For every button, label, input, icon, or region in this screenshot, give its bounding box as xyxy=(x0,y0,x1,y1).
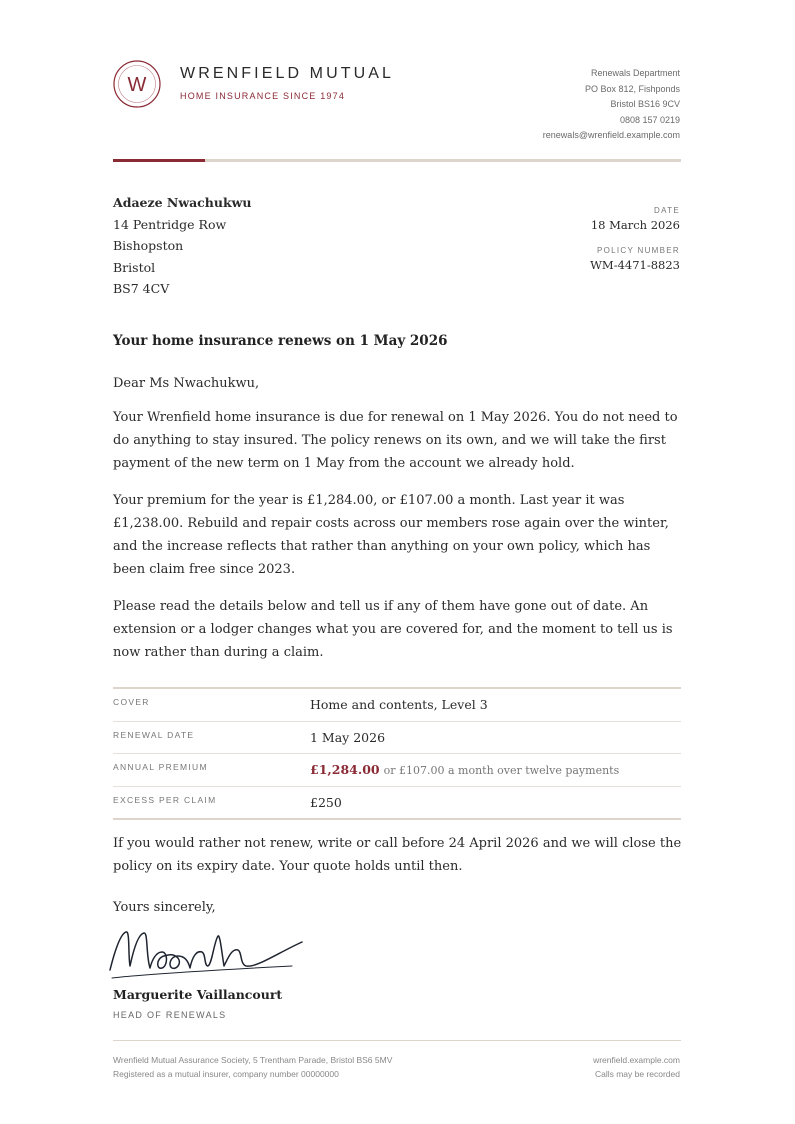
table-row xyxy=(113,721,681,754)
paragraph: Your premium for the year is £1,284.00, or £107.00 a month. Last year it was £1,238.00. Rebuild and repair costs across our members rose again over the winter, and the increase reflects that rather than anything on your own policy, which has been claim free since 2023. xyxy=(113,493,669,577)
detail-label: RENEWAL DATE xyxy=(113,729,195,740)
detail-value: Home and contents, Level 3 xyxy=(310,697,488,712)
detail-value xyxy=(310,762,619,777)
letter-subject: Your home insurance renews on 1 May 2026 xyxy=(113,333,448,349)
premium-monthly-note: or £107.00 a month over twelve payments xyxy=(383,764,620,777)
table-row xyxy=(113,786,681,819)
recipient-name: Adaeze Nwachukwu xyxy=(113,195,252,210)
detail-value: 1 May 2026 xyxy=(310,729,386,745)
table-row xyxy=(113,753,681,786)
recipient-line: 14 Pentridge Row xyxy=(113,216,227,232)
sender-line: Renewals Department xyxy=(590,68,680,78)
sender-line: PO Box 812, Fishponds xyxy=(584,83,680,94)
annual-premium-amount: £1,284.00 xyxy=(310,762,380,777)
date-value: 18 March 2026 xyxy=(590,218,680,232)
footer-line: Registered as a mutual insurer, company number 00000000 xyxy=(113,1069,339,1079)
recipient-line: Bristol xyxy=(113,259,156,275)
closing: Yours sincerely, xyxy=(113,900,216,915)
policy-details-table xyxy=(113,687,681,820)
sender-address xyxy=(543,66,680,144)
signatory-name: Marguerite Vaillancourt xyxy=(113,987,283,1002)
footer-rule xyxy=(113,1040,681,1041)
policy-number-value: WM-4471-8823 xyxy=(590,258,680,272)
sender-phone: 0808 157 0219 xyxy=(619,114,680,125)
table-row xyxy=(113,689,681,721)
footer-contact xyxy=(593,1053,680,1081)
signatory-role: HEAD OF RENEWALS xyxy=(113,1010,227,1020)
footer-website: wrenfield.example.com xyxy=(593,1055,680,1065)
detail-value: £250 xyxy=(310,794,342,810)
brand-tagline: HOME INSURANCE SINCE 1974 xyxy=(180,91,346,101)
logo-letter: W xyxy=(127,74,147,96)
letter-meta xyxy=(590,206,680,272)
salutation: Dear Ms Nwachukwu, xyxy=(113,376,260,391)
sender-line: Bristol BS16 9CV xyxy=(610,99,680,109)
brand-name: WRENFIELD MUTUAL xyxy=(180,65,395,82)
recipient-line: BS7 4CV xyxy=(113,281,170,297)
paragraph: Please read the details below and tell us if any of them have gone out of date. An extension or a lodger changes what you are covered for, and the moment to tell us is now rather than during a claim. xyxy=(113,599,673,660)
paragraph: If you would rather not renew, write or call before 24 April 2026 and we will close the policy on its expiry date. Your quote holds until then. xyxy=(113,836,682,874)
header-rule-accent xyxy=(113,159,205,162)
footer-legal xyxy=(113,1053,392,1081)
sender-email: renewals@wrenfield.example.com xyxy=(542,130,680,140)
detail-label: ANNUAL PREMIUM xyxy=(113,762,208,772)
detail-label: COVER xyxy=(113,697,150,707)
footer-line: Wrenfield Mutual Assurance Society, 5 Trentham Parade, Bristol BS6 5MV xyxy=(113,1055,393,1065)
recipient-line: Bishopston xyxy=(113,238,184,254)
signature-image xyxy=(106,924,306,984)
footer-line: Calls may be recorded xyxy=(594,1069,680,1079)
recipient-address xyxy=(113,192,251,300)
detail-label: EXCESS PER CLAIM xyxy=(113,794,217,805)
wrenfield-logo xyxy=(113,60,161,108)
date-label: DATE xyxy=(654,206,680,215)
paragraph: Your Wrenfield home insurance is due for renewal on 1 May 2026. You do not need to do anything to stay insured. The policy renews on its own, and we will take the first payment of the new term on 1 May from the account we already hold. xyxy=(113,410,678,471)
policy-number-label: POLICY NUMBER xyxy=(597,246,680,255)
